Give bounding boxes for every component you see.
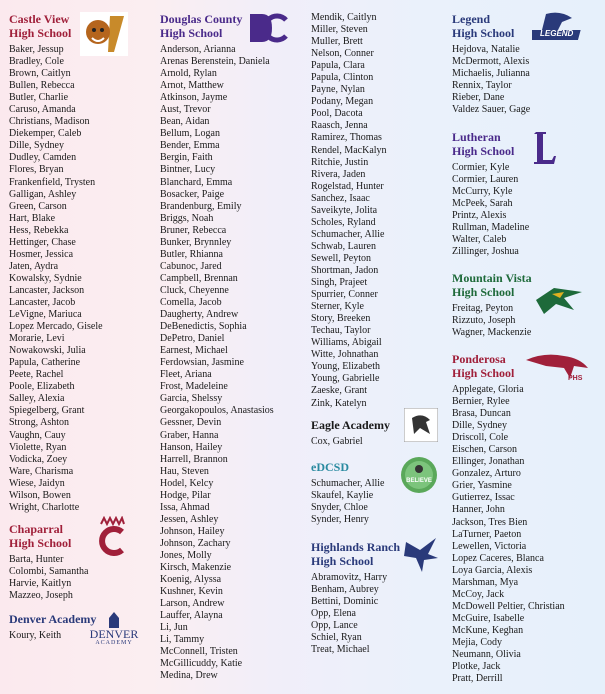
list-item: Harvie, Kaitlyn bbox=[9, 578, 72, 590]
list-item: Arenas Berenstein, Daniela bbox=[160, 56, 270, 68]
list-item: Neumann, Olivia bbox=[452, 649, 521, 661]
list-item: Johnson, Zachary bbox=[160, 537, 231, 549]
list-item: McKune, Keghan bbox=[452, 624, 524, 636]
list-item: Bergin, Faith bbox=[160, 152, 213, 164]
list-item: Marshman, Mya bbox=[452, 576, 519, 588]
heading-lutheran: Lutheran High School bbox=[452, 130, 515, 158]
heading-denver-academy: Denver Academy bbox=[9, 612, 97, 626]
list-item: Frankenfield, Trysten bbox=[9, 176, 96, 188]
edcsd-believe-logo-icon bbox=[400, 456, 438, 494]
list-item: Dille, Sydney bbox=[9, 140, 64, 152]
list-item: Spurrier, Conner bbox=[311, 289, 378, 301]
list-item: Ramirez, Thomas bbox=[311, 132, 382, 144]
list-item: Salley, Alexia bbox=[9, 393, 65, 405]
list-item: Morarie, Levi bbox=[9, 333, 65, 345]
list-item: Papula, Clara bbox=[311, 60, 365, 72]
list-item: Lopez Mercado, Gisele bbox=[9, 321, 103, 333]
list-item: Jaten, Aydra bbox=[9, 260, 59, 272]
list-item: Zink, Katelyn bbox=[311, 397, 367, 409]
list-item: Synder, Henry bbox=[311, 514, 369, 526]
section-douglas-county bbox=[160, 12, 274, 682]
list-item: Zillinger, Joshua bbox=[452, 246, 519, 258]
section-edcsd bbox=[311, 460, 384, 526]
list-item: Hosmer, Jessica bbox=[9, 248, 74, 260]
list-item: Bender, Emma bbox=[160, 140, 220, 152]
list-item: Hanner, John bbox=[452, 504, 505, 516]
list-item: Grier, Yasmine bbox=[452, 480, 512, 492]
list-item: Green, Carson bbox=[9, 200, 67, 212]
list-item: Issa, Ahmad bbox=[160, 501, 210, 513]
heading-legend: Legend High School bbox=[452, 12, 515, 40]
list-item: Skaufel, Kaylie bbox=[311, 490, 374, 502]
legend-logo-icon bbox=[532, 10, 588, 42]
names-douglas-continued bbox=[311, 12, 387, 410]
list-item: Butler, Charlie bbox=[9, 92, 69, 104]
list-item: Peete, Rachel bbox=[9, 369, 64, 381]
heading-chaparral: Chaparral High School bbox=[9, 522, 72, 550]
list-item: Briggs, Noah bbox=[160, 212, 214, 224]
list-item: McGuire, Isabelle bbox=[452, 612, 525, 624]
list-item: Wilson, Bowen bbox=[9, 489, 71, 501]
list-item: Campbell, Brennan bbox=[160, 272, 238, 284]
names-castle-view bbox=[9, 44, 103, 514]
list-item: Medina, Drew bbox=[160, 670, 218, 682]
list-item: Cabunoc, Jared bbox=[160, 260, 222, 272]
list-item: Cluck, Cheyenne bbox=[160, 284, 229, 296]
list-item: Galligan, Ashley bbox=[9, 188, 77, 200]
list-item: Earnest, Michael bbox=[160, 345, 228, 357]
section-chaparral bbox=[9, 522, 88, 602]
heading-mountain-vista: Mountain Vista High School bbox=[452, 271, 532, 299]
list-item: Baker, Jessup bbox=[9, 44, 64, 55]
list-item: Sterner, Kyle bbox=[311, 301, 364, 313]
list-item: Hanson, Hailey bbox=[160, 441, 223, 453]
list-item: Schiel, Ryan bbox=[311, 632, 362, 644]
list-item: Papula, Clinton bbox=[311, 72, 374, 84]
list-item: Bernier, Rylee bbox=[452, 396, 510, 408]
list-item: Violette, Ryan bbox=[9, 441, 67, 453]
heading-castle-view: Castle View High School bbox=[9, 12, 72, 40]
list-item: McPeek, Sarah bbox=[452, 198, 513, 210]
list-item: Muller, Brett bbox=[311, 36, 363, 48]
section-denver-academy bbox=[9, 612, 96, 642]
section-legend bbox=[452, 12, 530, 116]
list-item: Bean, Aidan bbox=[160, 116, 210, 128]
list-item: Schumacher, Allie bbox=[311, 478, 385, 489]
list-item: Vodicka, Zoey bbox=[9, 453, 68, 465]
list-item: Sanchez, Isaac bbox=[311, 192, 370, 204]
list-item: Eischen, Carson bbox=[452, 444, 517, 456]
names-eagle-academy bbox=[311, 436, 390, 448]
list-item: Hejdova, Natalie bbox=[452, 44, 520, 55]
list-item: Hess, Rebekka bbox=[9, 224, 69, 236]
names-ponderosa bbox=[452, 384, 565, 685]
list-item: LeVigne, Mariuca bbox=[9, 309, 82, 321]
heading-ponderosa: Ponderosa High School bbox=[452, 352, 515, 380]
list-item: Snyder, Chloe bbox=[311, 502, 368, 514]
list-item: McCoy, Jack bbox=[452, 588, 505, 600]
names-chaparral bbox=[9, 554, 88, 602]
list-item: Larson, Andrew bbox=[160, 598, 225, 610]
list-item: Bullen, Rebecca bbox=[9, 80, 75, 92]
list-item: Koenig, Alyssa bbox=[160, 574, 222, 586]
list-item: Plotke, Jack bbox=[452, 661, 501, 673]
list-item: Ferdowsian, Jasmine bbox=[160, 357, 244, 369]
heading-highlands-ranch: Highlands Ranch High School bbox=[311, 540, 401, 568]
list-item: Pool, Dacota bbox=[311, 108, 363, 120]
list-item: Story, Breeken bbox=[311, 313, 371, 325]
list-item: Atkinson, Jayme bbox=[160, 92, 228, 104]
list-item: Rennix, Taylor bbox=[452, 80, 512, 92]
list-item: Kushner, Kevin bbox=[160, 586, 223, 598]
names-edcsd bbox=[311, 478, 384, 526]
list-item: Bradley, Cole bbox=[9, 56, 64, 68]
list-item: Ware, Charisma bbox=[9, 465, 74, 477]
list-item: Comella, Jacob bbox=[160, 296, 222, 308]
list-item: Lopez Caceres, Blanca bbox=[452, 552, 544, 564]
names-legend bbox=[452, 44, 530, 116]
list-item: Raasch, Jenna bbox=[311, 120, 368, 132]
list-item: Opp, Elena bbox=[311, 608, 356, 620]
list-item: Ritchie, Justin bbox=[311, 156, 369, 168]
list-item: Michaelis, Julianna bbox=[452, 68, 530, 80]
ponderosa-mustang-logo-icon bbox=[524, 350, 590, 382]
list-item: Georgakopoulos, Anastasios bbox=[160, 405, 274, 417]
list-item: Papula, Catherine bbox=[9, 357, 81, 369]
list-item: Ellinger, Jonathan bbox=[452, 456, 525, 468]
svg-text:PHS: PHS bbox=[568, 375, 583, 382]
list-item: Flores, Bryan bbox=[9, 164, 64, 176]
list-item: Strong, Ashton bbox=[9, 417, 70, 429]
list-item: Young, Gabrielle bbox=[311, 373, 380, 385]
list-item: Gessner, Devin bbox=[160, 417, 222, 429]
list-item: Kirsch, Makenzie bbox=[160, 562, 232, 574]
lutheran-logo-icon bbox=[530, 130, 560, 166]
list-item: LaTurner, Paeton bbox=[452, 528, 522, 540]
list-item: Daugherty, Andrew bbox=[160, 309, 239, 321]
list-item: Barta, Hunter bbox=[9, 554, 64, 565]
list-item: Hettinger, Chase bbox=[9, 236, 76, 248]
list-item: Rizzuto, Joseph bbox=[452, 315, 516, 327]
list-item: Cox, Gabriel bbox=[311, 436, 363, 447]
list-item: Fleet, Ariana bbox=[160, 369, 212, 381]
list-item: Driscoll, Cole bbox=[452, 432, 509, 444]
list-item: Butler, Rhianna bbox=[160, 248, 223, 260]
list-item: Hart, Blake bbox=[9, 212, 56, 224]
list-item: Cormier, Kyle bbox=[452, 162, 510, 173]
list-item: Blanchard, Emma bbox=[160, 176, 233, 188]
list-item: Shortman, Jadon bbox=[311, 264, 379, 276]
list-item: Nelson, Conner bbox=[311, 48, 374, 60]
section-highlands-ranch bbox=[311, 540, 400, 656]
list-item: Loya Garcia, Alexis bbox=[452, 564, 533, 576]
list-item: Kowalsky, Sydnie bbox=[9, 272, 82, 284]
heading-edcsd: eDCSD bbox=[311, 460, 349, 474]
list-item: Bellum, Logan bbox=[160, 128, 220, 140]
names-mountain-vista bbox=[452, 303, 532, 339]
list-item: Rogelstad, Hunter bbox=[311, 180, 384, 192]
list-item: Sewell, Peyton bbox=[311, 252, 371, 264]
list-item: Payne, Nylan bbox=[311, 84, 365, 96]
list-item: Mazzeo, Joseph bbox=[9, 590, 73, 602]
list-item: Zaeske, Grant bbox=[311, 385, 368, 397]
list-item: Treat, Michael bbox=[311, 644, 370, 656]
list-item: Jones, Molly bbox=[160, 549, 212, 561]
list-item: Arnot, Matthew bbox=[160, 80, 224, 92]
list-item: Williams, Abigail bbox=[311, 337, 382, 349]
list-item: Bosacker, Paige bbox=[160, 188, 225, 200]
list-item: Young, Elizabeth bbox=[311, 361, 380, 373]
list-item: McDowell Peltier, Christian bbox=[452, 600, 565, 612]
list-item: Arnold, Rylan bbox=[160, 68, 217, 80]
list-item: Mejia, Cody bbox=[452, 636, 502, 648]
list-item: Johnson, Hailey bbox=[160, 525, 225, 537]
list-item: Podany, Megan bbox=[311, 96, 374, 108]
list-item: Lewellen, Victoria bbox=[452, 540, 527, 552]
section-castle-view bbox=[9, 12, 103, 514]
list-item: Hodel, Kelcy bbox=[160, 477, 214, 489]
list-item: Abramovitz, Harry bbox=[311, 572, 388, 583]
list-item: Nowakowski, Julia bbox=[9, 345, 86, 357]
list-item: Li, Jun bbox=[160, 622, 188, 634]
list-item: Caruso, Amanda bbox=[9, 104, 76, 116]
list-item: Hau, Steven bbox=[160, 465, 209, 477]
list-item: Brandenburg, Emily bbox=[160, 200, 242, 212]
list-item: McDermott, Alexis bbox=[452, 56, 530, 68]
list-item: Rullman, Madeline bbox=[452, 222, 530, 234]
eagle-academy-logo-icon bbox=[404, 408, 438, 442]
list-item: Koury, Keith bbox=[9, 630, 62, 641]
list-item: McCurry, Kyle bbox=[452, 186, 513, 198]
list-item: Scholes, Ryland bbox=[311, 216, 376, 228]
list-item: Rieber, Dane bbox=[452, 92, 505, 104]
list-item: Dille, Sydney bbox=[452, 420, 507, 432]
douglas-county-logo-icon bbox=[248, 12, 288, 44]
names-lutheran bbox=[452, 162, 529, 258]
list-item: Rivera, Jaden bbox=[311, 168, 366, 180]
names-denver-academy bbox=[9, 630, 96, 642]
list-item: McGillicuddy, Katie bbox=[160, 658, 243, 670]
list-item: Valdez Sauer, Gage bbox=[452, 104, 531, 116]
list-item: Benham, Aubrey bbox=[311, 584, 379, 596]
list-item: Li, Tammy bbox=[160, 634, 205, 646]
list-item: Spiegelberg, Grant bbox=[9, 405, 85, 417]
castle-view-logo-icon bbox=[80, 12, 128, 56]
list-item: Vaughn, Cauy bbox=[9, 429, 66, 441]
list-item: Aust, Trevor bbox=[160, 104, 211, 116]
list-item: Jessen, Ashley bbox=[160, 513, 219, 525]
list-item: Wright, Charlotte bbox=[9, 501, 80, 513]
list-item: Brasa, Duncan bbox=[452, 408, 511, 420]
list-item: Diekemper, Caleb bbox=[9, 128, 82, 140]
list-item: Opp, Lance bbox=[311, 620, 358, 632]
list-item: Dudley, Camden bbox=[9, 152, 77, 164]
list-item: Schwab, Lauren bbox=[311, 240, 376, 252]
list-item: Colombi, Samantha bbox=[9, 566, 89, 578]
section-douglas-continued bbox=[311, 12, 387, 410]
list-item: Jackson, Tres Bien bbox=[452, 516, 528, 528]
list-item: DePetro, Daniel bbox=[160, 333, 225, 345]
names-highlands-ranch bbox=[311, 572, 400, 656]
list-item: Bunker, Brynnley bbox=[160, 236, 232, 248]
edcsd-logo-text: BELIEVE bbox=[406, 478, 432, 484]
list-item: DeBenedictis, Sophia bbox=[160, 321, 247, 333]
list-item: Gutierrez, Issac bbox=[452, 492, 515, 504]
list-item: Bintner, Lucy bbox=[160, 164, 216, 176]
denver-logo-text: DENVER bbox=[89, 627, 139, 641]
chaparral-logo-icon bbox=[96, 516, 128, 556]
list-item: Anderson, Arianna bbox=[160, 44, 236, 55]
denver-logo-subtext: ACADEMY bbox=[95, 640, 133, 646]
list-item: Christians, Madison bbox=[9, 116, 90, 128]
list-item: Witte, Johnathan bbox=[311, 349, 379, 361]
legend-logo-text: LEGEND bbox=[540, 29, 574, 38]
section-ponderosa bbox=[452, 352, 565, 685]
list-item: Singh, Prajeet bbox=[311, 277, 368, 289]
list-item: Miller, Steven bbox=[311, 24, 368, 36]
list-item: Freitag, Peyton bbox=[452, 303, 514, 314]
list-item: Schumacher, Allie bbox=[311, 228, 385, 240]
list-item: Rendel, MacKalyn bbox=[311, 144, 387, 156]
denver-academy-logo-icon bbox=[88, 612, 140, 650]
list-item: Techau, Taylor bbox=[311, 325, 371, 337]
list-item: Wagner, Mackenzie bbox=[452, 327, 532, 339]
list-item: Brown, Caitlyn bbox=[9, 68, 71, 80]
list-item: Saveikyte, Jolita bbox=[311, 204, 378, 216]
mountain-vista-logo-icon bbox=[534, 284, 586, 316]
list-item: McConnell, Tristen bbox=[160, 646, 238, 658]
list-item: Printz, Alexis bbox=[452, 210, 507, 222]
highlands-ranch-logo-icon bbox=[402, 534, 440, 574]
section-eagle-academy bbox=[311, 418, 390, 448]
list-item: Frost, Madeleine bbox=[160, 381, 228, 393]
list-item: Pratt, Derrill bbox=[452, 673, 503, 685]
list-item: Bruner, Rebecca bbox=[160, 224, 227, 236]
list-item: Bettini, Dominic bbox=[311, 596, 379, 608]
heading-douglas-county: Douglas County High School bbox=[160, 12, 243, 40]
list-item: Lancaster, Jacob bbox=[9, 296, 76, 308]
list-item: Applegate, Gloria bbox=[452, 384, 524, 395]
list-item: Cormier, Lauren bbox=[452, 174, 519, 186]
list-item: Wiese, Jaidyn bbox=[9, 477, 65, 489]
list-item: Walter, Caleb bbox=[452, 234, 507, 246]
list-item: Mendik, Caitlyn bbox=[311, 12, 377, 23]
list-item: Poole, Elizabeth bbox=[9, 381, 75, 393]
list-item: Harrell, Brannon bbox=[160, 453, 228, 465]
heading-eagle-academy: Eagle Academy bbox=[311, 418, 390, 432]
list-item: Lancaster, Jackson bbox=[9, 284, 85, 296]
list-item: Garcia, Shelssy bbox=[160, 393, 223, 405]
list-item: Hodge, Pilar bbox=[160, 489, 211, 501]
list-item: Gonzalez, Arturo bbox=[452, 468, 521, 480]
section-mountain-vista bbox=[452, 271, 532, 339]
list-item: Graber, Hanna bbox=[160, 429, 219, 441]
list-item: Lauffer, Alayna bbox=[160, 610, 223, 622]
section-lutheran bbox=[452, 130, 529, 258]
names-douglas-county bbox=[160, 44, 274, 682]
